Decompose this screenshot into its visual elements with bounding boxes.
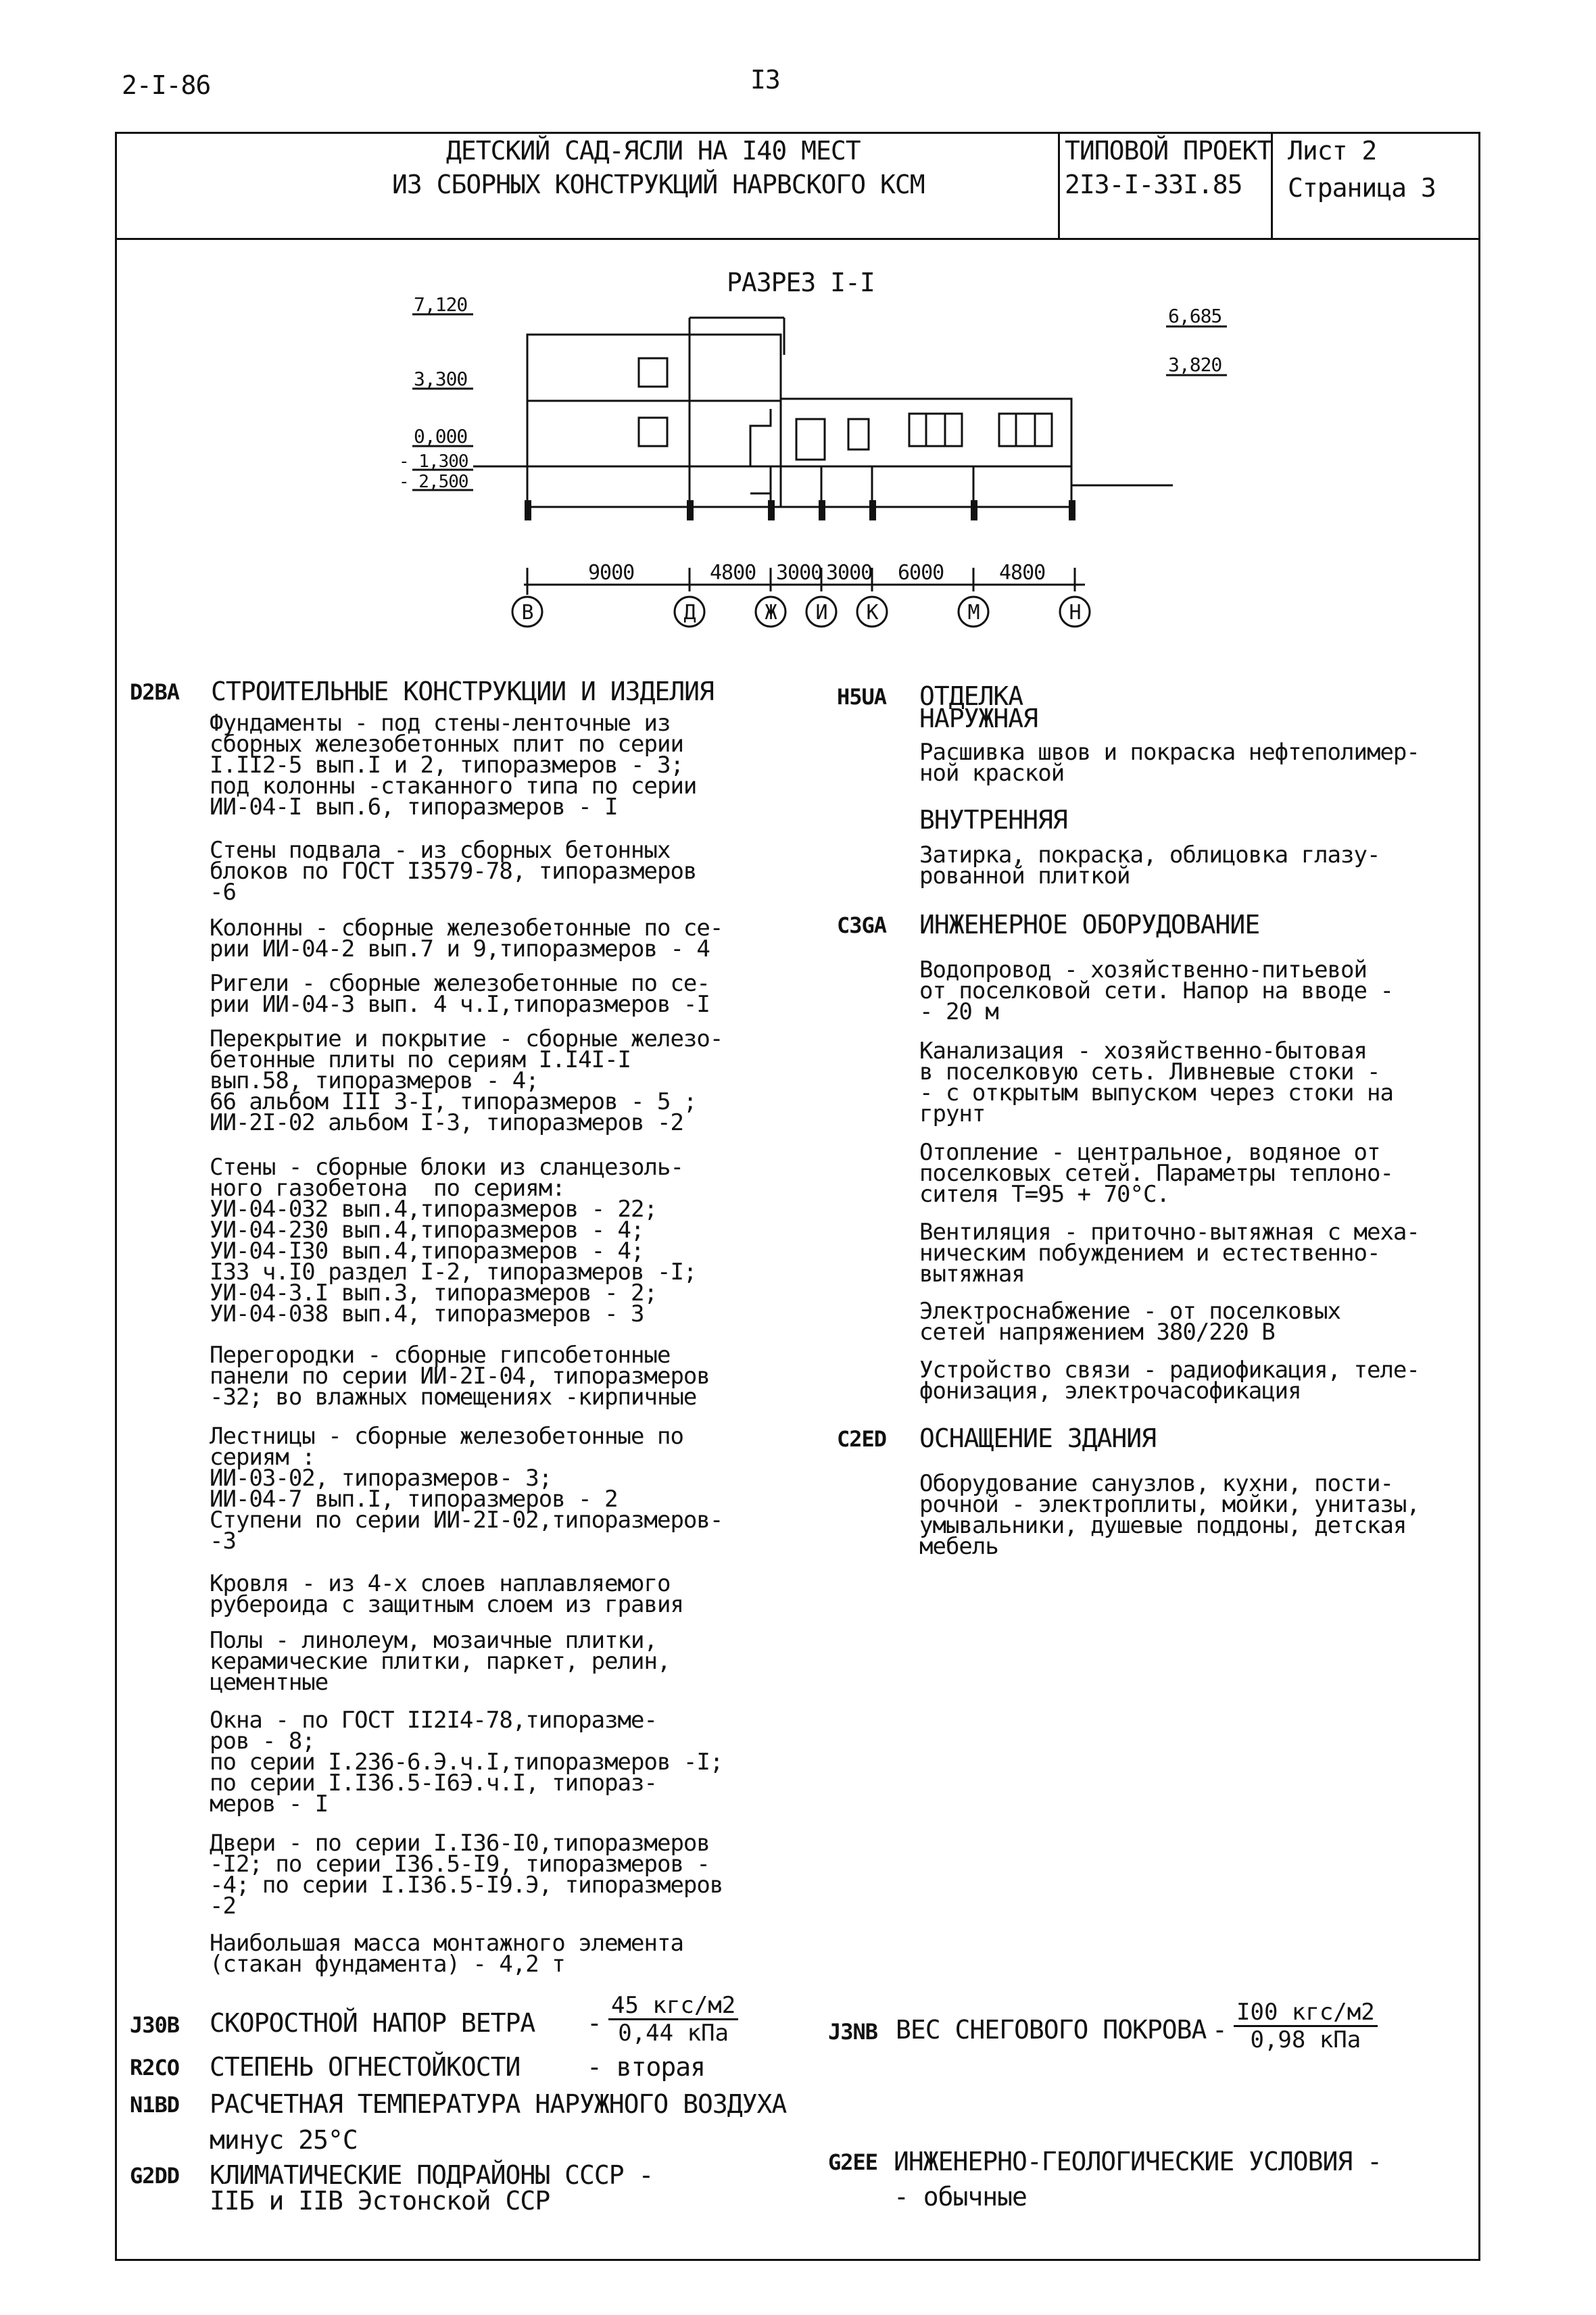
inner-finish-heading: ВНУТРЕННЯЯ	[919, 805, 1067, 835]
code-g2dd: G2DD	[130, 2163, 180, 2189]
sheet-number: Лист 2	[1288, 136, 1377, 166]
code-c3ga: C3GA	[837, 912, 887, 938]
span-3000-a: 3000	[776, 561, 823, 585]
project-number: 2I3-I-33I.85	[1065, 170, 1242, 199]
code-g2ee: G2EE	[828, 2149, 878, 2175]
construction-heading: СТРОИТЕЛЬНЫЕ КОНСТРУКЦИИ И ИЗДЕЛИЯ	[211, 677, 714, 706]
inner-finish-text: Затирка, покраска, облицовка глазу- рованной плиткой	[919, 842, 1380, 890]
span-4800-a: 4800	[710, 561, 756, 585]
fire-resistance-value: - вторая	[587, 2052, 706, 2082]
windows-text: Окна - по ГОСТ II2I4-78,типоразме- ров - 8; по серии I.236-6.Э.ч.I,типоразмеров -I; по серии I.I36.5-I6Э.ч.I, типораз- меров - I	[210, 1707, 723, 1818]
design-temperature-label: РАСЧЕТНАЯ ТЕМПЕРАТУРА НАРУЖНОГО ВОЗДУХА	[210, 2089, 787, 2119]
water-supply-text: Водопровод - хозяйственно-питьевой от поселковой сети. Напор на вводе - - 20 м	[919, 956, 1393, 1025]
page-label: Страница 3	[1288, 173, 1436, 203]
wind-dash: -	[587, 2008, 602, 2038]
sheet-code: 2-I-86	[122, 70, 211, 100]
level-minus-1300: - 1,300	[399, 452, 468, 472]
main-block-outline	[527, 335, 781, 507]
level-3820: 3,820	[1168, 354, 1222, 376]
code-j30b: J30B	[130, 2012, 180, 2038]
title-line-1: ДЕТСКИЙ САД-ЯСЛИ НА I40 МЕСТ	[446, 136, 861, 166]
span-6000: 6000	[898, 561, 944, 585]
axis-i: И	[815, 601, 827, 625]
axis-m: М	[967, 601, 980, 625]
axis-zh: Ж	[765, 601, 777, 625]
level-7120: 7,120	[414, 293, 468, 316]
fire-resistance-label: СТЕПЕНЬ ОГНЕСТОЙКОСТИ	[210, 2052, 521, 2082]
doors-text: Двери - по серии I.I36-I0,типоразмеров -I2; по серии I36.5-I9, типоразмеров - -4; по серии I.I36.5-I9.Э, типоразмеров -2	[210, 1830, 723, 1920]
walls-text: Стены - сборные блоки из сланцезоль- ного газобетона по сериям: УИ-04-032 вып.4,типоразмеров - 22; УИ-04-230 вып.4,типоразмеров - 4; УИ-04-I30 вып.4,типоразмеров - 4; I33 ч.I0 раздел I-2, типоразмеров -I; УИ-04-3.I вып.3, типоразмеров - 2; УИ-04-038 вып.4, типоразмеров - 3	[210, 1154, 697, 1327]
communications-text: Устройство связи - радиофикация, теле- фонизация, электрочасофикация	[919, 1357, 1420, 1405]
heating-text: Отопление - центральное, водяное от поселковых сетей. Параметры теплоно- сителя Т=95 + 70°С.	[919, 1139, 1393, 1208]
snow-load-kgs: I00 кгс/м2	[1234, 2001, 1378, 2027]
page-number: I3	[750, 65, 780, 95]
snow-label: ВЕС СНЕГОВОГО ПОКРОВА	[896, 2015, 1207, 2045]
girders-text: Ригели - сборные железобетонные по се- рии ИИ-04-3 вып. 4 ч.I,типоразмеров -I	[210, 970, 710, 1018]
ventilation-text: Вентиляция - приточно-вытяжная с меха- ническим побуждением и естественно- вытяжная	[919, 1219, 1420, 1288]
wind-pressure-kgs: 45 кгс/м2	[608, 1994, 738, 2020]
partitions-text: Перегородки - сборные гипсобетонные панели по серии ИИ-2I-04, типоразмеров -32; во влажных помещениях -кирпичные	[210, 1342, 710, 1411]
code-h5ua: H5UA	[837, 684, 887, 710]
span-9000: 9000	[588, 561, 635, 585]
wind-label: СКОРОСТНОЙ НАПОР ВЕТРА	[210, 2008, 535, 2038]
code-j3nb: J3NB	[828, 2019, 878, 2045]
geology-value: - обычные	[894, 2182, 1027, 2212]
level-minus-2500: - 2,500	[399, 472, 468, 492]
floors-slabs-text: Перекрытие и покрытие - сборные железо- бетонные плиты по сериям I.I4I-I вып.58, типоразмеров - 4; 66 альбом III 3-I, типоразмеров - 5 ; ИИ-2I-02 альбом I-3, типоразмеров -2	[210, 1025, 723, 1136]
wind-pressure-kpa: 0,44 кПа	[618, 2020, 729, 2047]
snow-load-kpa: 0,98 кПа	[1250, 2026, 1361, 2053]
span-4800-b: 4800	[999, 561, 1046, 585]
foundations-text: Фундаменты - под стены-ленточные из сборных железобетонных плит по серии I.II2-5 вып.I и 2, типоразмеров - 3; под колонны -стаканного типа по серии ИИ-04-I вып.6, типоразмеров - I	[210, 710, 697, 821]
design-temperature-value: минус 25°С	[210, 2125, 358, 2155]
span-3000-b: 3000	[826, 561, 873, 585]
floor-finishes-text: Полы - линолеум, мозаичные плитки, керамические плитки, паркет, релин, цементные	[210, 1627, 671, 1696]
outer-finish-heading: НАРУЖНАЯ	[919, 704, 1038, 733]
sewerage-text: Канализация - хозяйственно-бытовая в поселковую сеть. Ливневые стоки - - с открытым выпуском через стоки на грунт	[919, 1038, 1393, 1127]
equipment-heading: ОСНАЩЕНИЕ ЗДАНИЯ	[919, 1423, 1157, 1453]
code-n1bd: N1BD	[130, 2092, 180, 2118]
max-mass-text: Наибольшая масса монтажного элемента (стакан фундамента) - 4,2 т	[210, 1930, 683, 1978]
columns-text: Колонны - сборные железобетонные по се- рии ИИ-04-2 вып.7 и 9,типоразмеров - 4	[210, 915, 723, 962]
level-6685: 6,685	[1168, 305, 1222, 327]
axis-v: В	[521, 601, 533, 625]
power-supply-text: Электроснабжение - от поселковых сетей напряжением 380/220 В	[919, 1298, 1341, 1346]
stairs-text: Лестницы - сборные железобетонные по сериям : ИИ-03-02, типоразмеров- 3; ИИ-04-7 вып.I, типоразмеров - 2 Ступени по серии ИИ-2I-02,типоразмеров- -3	[210, 1423, 723, 1555]
project-label: ТИПОВОЙ ПРОЕКТ	[1065, 136, 1272, 166]
level-3300: 3,300	[414, 368, 468, 390]
equipment-text: Оборудование санузлов, кухни, пости- рочной - электроплиты, мойки, унитазы, умывальники, душевые поддоны, детская мебель	[919, 1470, 1420, 1560]
roof-text: Кровля - из 4-х слоев наплавляемого рубероида с защитным слоем из гравия	[210, 1570, 683, 1618]
axis-d: Д	[683, 601, 696, 625]
level-0000: 0,000	[414, 425, 468, 447]
axis-n: Н	[1069, 601, 1081, 625]
code-r2co: R2CO	[130, 2055, 180, 2080]
snow-load	[1234, 2001, 1378, 2051]
basement-walls-text: Стены подвала - из сборных бетонных блоков по ГОСТ I3579-78, типоразмеров -6	[210, 837, 697, 906]
code-c2ed: C2ED	[837, 1426, 887, 1452]
climatic-value: IIБ и IIВ Эстонской ССР	[210, 2186, 550, 2216]
wind-pressure	[608, 1994, 738, 2045]
engineering-heading: ИНЖЕНЕРНОЕ ОБОРУДОВАНИЕ	[919, 910, 1260, 940]
code-d2ba: D2BA	[130, 679, 180, 705]
title-line-2: ИЗ СБОРНЫХ КОНСТРУКЦИЙ НАРВСКОГО КСМ	[392, 170, 925, 199]
geology-label: ИНЖЕНЕРНО-ГЕОЛОГИЧЕСКИЕ УСЛОВИЯ -	[894, 2147, 1382, 2176]
section-title: РАЗРЕЗ I-I	[727, 268, 875, 297]
axis-k: К	[866, 601, 878, 625]
climatic-label: КЛИМАТИЧЕСКИЕ ПОДРАЙОНЫ СССР -	[210, 2160, 654, 2190]
snow-dash: -	[1212, 2015, 1227, 2045]
outer-finish-text: Расшивка швов и покраска нефтеполимер- ной краской	[919, 739, 1420, 787]
finish-heading: ОТДЕЛКА	[919, 681, 1023, 711]
